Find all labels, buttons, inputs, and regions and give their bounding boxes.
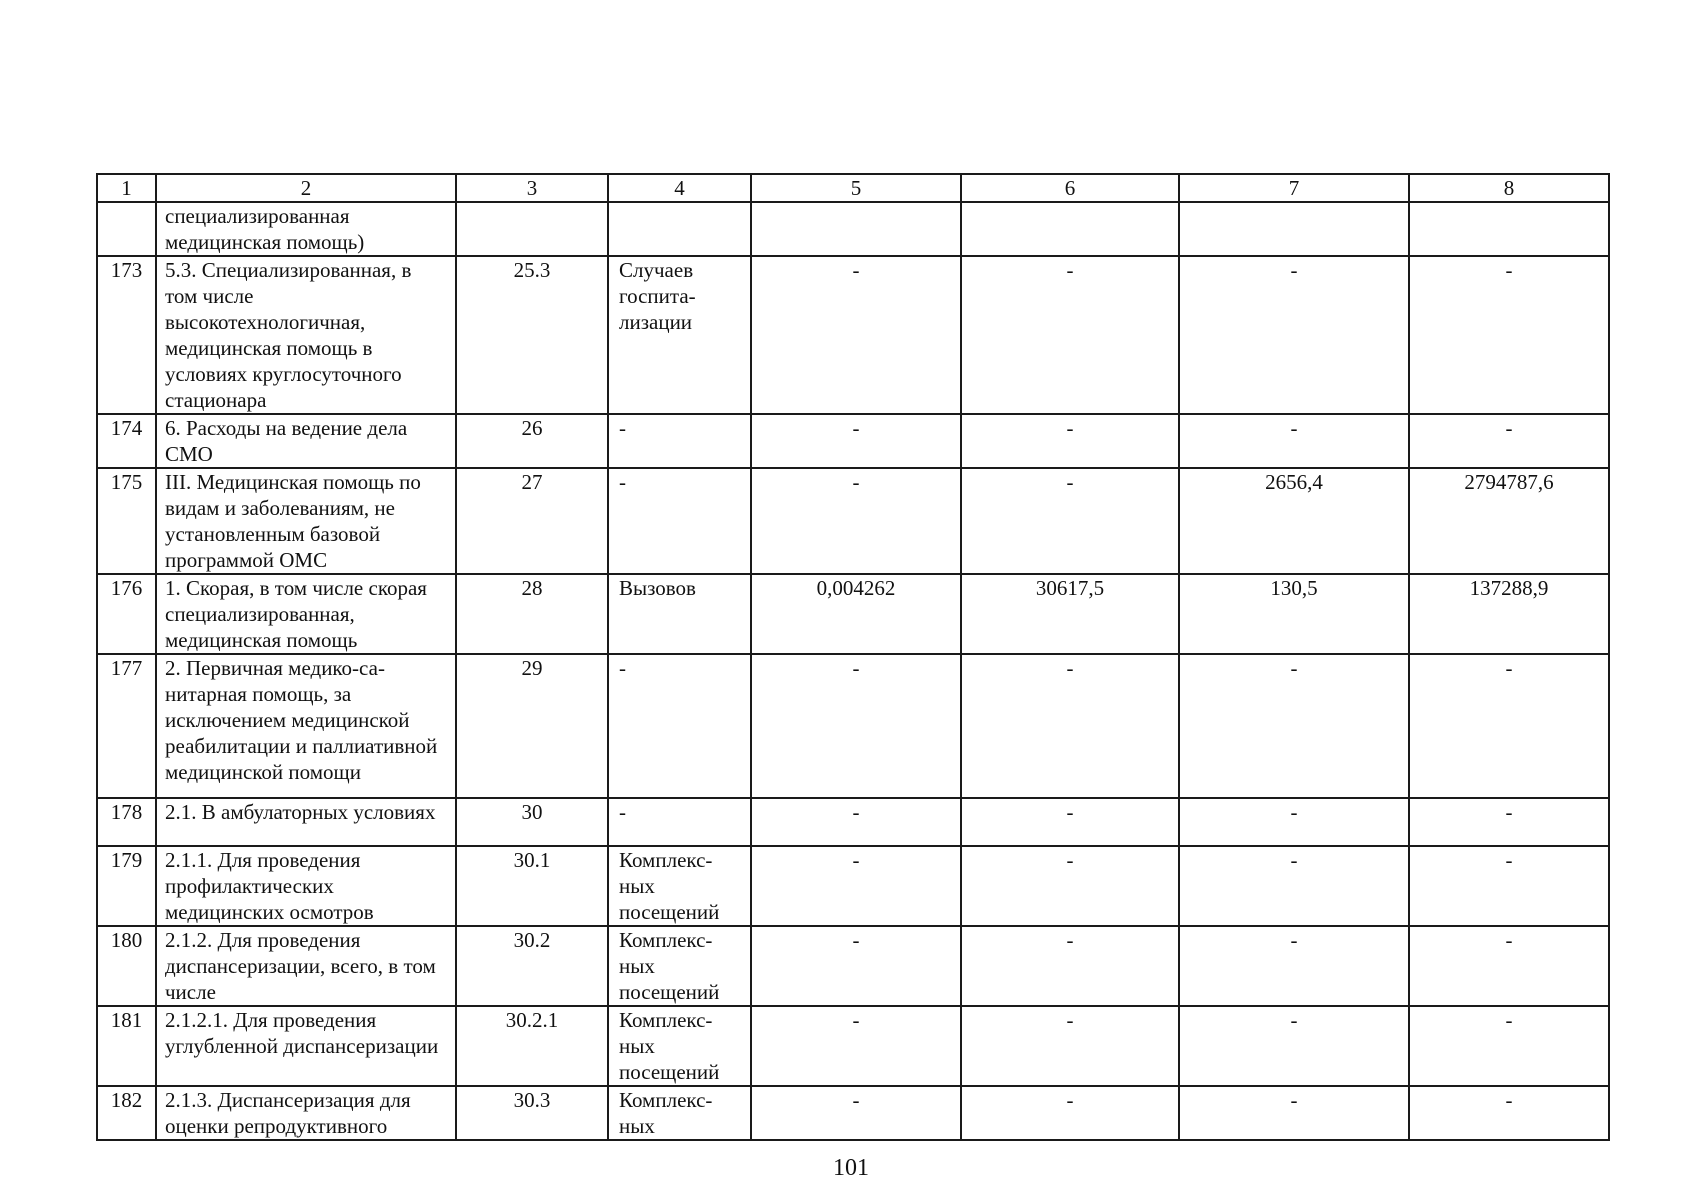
table-cell: 2.1. В амбулаторных условиях [156, 798, 456, 846]
table-row [97, 846, 1609, 926]
table-row [97, 798, 1609, 846]
table-cell: 25.3 [456, 256, 608, 414]
table-cell: - [751, 1086, 961, 1140]
table-cell: Вызовов [608, 574, 751, 654]
page-number: 101 [833, 1155, 869, 1181]
table-cell: - [1179, 414, 1409, 468]
table-row [97, 654, 1609, 798]
table-cell: 0,004262 [751, 574, 961, 654]
header-cell: 7 [1179, 174, 1409, 202]
table-cell: 137288,9 [1409, 574, 1609, 654]
table-row [97, 574, 1609, 654]
table-cell: 130,5 [1179, 574, 1409, 654]
table-cell: Комплекс-ных посещений [608, 926, 751, 1006]
row-number-cell: 173 [97, 256, 156, 414]
table-cell: 2.1.3. Диспансеризация для оценки репродуктивного [156, 1086, 456, 1140]
table-body [97, 174, 1609, 1140]
header-cell: 8 [1409, 174, 1609, 202]
table-cell: III. Медицинская помощь по видам и заболеваниям, не установленным базовой программой ОМС [156, 468, 456, 574]
table-cell: 2.1.2. Для проведения диспансеризации, всего, в том числе [156, 926, 456, 1006]
table-cell: - [961, 1006, 1179, 1086]
table-cell: - [1409, 846, 1609, 926]
table-cell: - [751, 256, 961, 414]
table-cell: 26 [456, 414, 608, 468]
row-number-cell: 174 [97, 414, 156, 468]
table-cell [961, 202, 1179, 256]
table-cell: - [751, 468, 961, 574]
table-cell: - [751, 846, 961, 926]
table-row [97, 926, 1609, 1006]
table-cell [456, 202, 608, 256]
table-cell: 30617,5 [961, 574, 1179, 654]
table-cell: - [1409, 256, 1609, 414]
table-cell: - [1409, 654, 1609, 798]
table-cell: - [1409, 1006, 1609, 1086]
table-cell: - [961, 846, 1179, 926]
header-cell: 6 [961, 174, 1179, 202]
table-cell: - [751, 654, 961, 798]
table-cell [1409, 202, 1609, 256]
table-cell: 29 [456, 654, 608, 798]
table-cell: 1. Скорая, в том числе скорая специализированная, медицинская помощь [156, 574, 456, 654]
table-cell: - [608, 654, 751, 798]
row-number-cell: 175 [97, 468, 156, 574]
table-cell: - [961, 414, 1179, 468]
row-number-cell: 177 [97, 654, 156, 798]
table-row [97, 202, 1609, 256]
table-cell: - [751, 414, 961, 468]
table-cell: специализированная медицинская помощь) [156, 202, 456, 256]
table-cell: - [1409, 1086, 1609, 1140]
table-cell: Случаев госпита-лизации [608, 256, 751, 414]
table-cell [751, 202, 961, 256]
header-cell: 4 [608, 174, 751, 202]
table-row [97, 1006, 1609, 1086]
table-cell: 30.3 [456, 1086, 608, 1140]
row-number-cell [97, 202, 156, 256]
row-number-cell: 178 [97, 798, 156, 846]
table-cell: Комплекс-ных посещений [608, 846, 751, 926]
table-cell: 30.1 [456, 846, 608, 926]
header-cell: 3 [456, 174, 608, 202]
table-cell: - [1409, 414, 1609, 468]
table-cell: - [1179, 654, 1409, 798]
table-cell: 30 [456, 798, 608, 846]
table-cell: - [1179, 926, 1409, 1006]
header-cell: 5 [751, 174, 961, 202]
table-cell: Комплекс-ных посещений [608, 1006, 751, 1086]
table-row [97, 256, 1609, 414]
table-header-row [97, 174, 1609, 202]
table-cell: - [608, 414, 751, 468]
table-cell: - [961, 468, 1179, 574]
header-cell: 1 [97, 174, 156, 202]
table-cell: 30.2.1 [456, 1006, 608, 1086]
table-cell: - [1179, 798, 1409, 846]
table-cell: - [608, 798, 751, 846]
table-row [97, 414, 1609, 468]
table-cell: - [1179, 846, 1409, 926]
table-cell: 2.1.2.1. Для проведения углубленной диспансеризации [156, 1006, 456, 1086]
table-cell: 2. Первичная медико-са-нитарная помощь, за исключением медицинской реабилитации и паллиативной медицинской помощи [156, 654, 456, 798]
row-number-cell: 176 [97, 574, 156, 654]
row-number-cell: 182 [97, 1086, 156, 1140]
table-cell: - [961, 1086, 1179, 1140]
table-cell: - [1179, 256, 1409, 414]
table-cell [608, 202, 751, 256]
table-cell: - [961, 798, 1179, 846]
table-cell: - [1179, 1006, 1409, 1086]
table-cell: - [961, 654, 1179, 798]
table-row [97, 1086, 1609, 1140]
table-row [97, 468, 1609, 574]
table-cell: - [961, 256, 1179, 414]
table-cell: 27 [456, 468, 608, 574]
table-cell [1179, 202, 1409, 256]
table-cell: - [751, 1006, 961, 1086]
table-cell: 2794787,6 [1409, 468, 1609, 574]
table-cell: 2.1.1. Для проведения профилактических медицинских осмотров [156, 846, 456, 926]
table-cell: 5.3. Специализированная, в том числе высокотехнологичная, медицинская помощь в условиях круглосуточного стационара [156, 256, 456, 414]
header-cell: 2 [156, 174, 456, 202]
table-cell: Комплекс-ных [608, 1086, 751, 1140]
table-cell: - [1179, 1086, 1409, 1140]
table-cell: 2656,4 [1179, 468, 1409, 574]
table-cell: - [1409, 926, 1609, 1006]
table-cell: - [608, 468, 751, 574]
table-cell: - [751, 798, 961, 846]
table-cell: 28 [456, 574, 608, 654]
data-table [96, 173, 1610, 1141]
table-cell: 30.2 [456, 926, 608, 1006]
row-number-cell: 180 [97, 926, 156, 1006]
table-cell: - [1409, 798, 1609, 846]
table-cell: - [961, 926, 1179, 1006]
table-cell: - [751, 926, 961, 1006]
row-number-cell: 179 [97, 846, 156, 926]
row-number-cell: 181 [97, 1006, 156, 1086]
table-cell: 6. Расходы на ведение дела СМО [156, 414, 456, 468]
